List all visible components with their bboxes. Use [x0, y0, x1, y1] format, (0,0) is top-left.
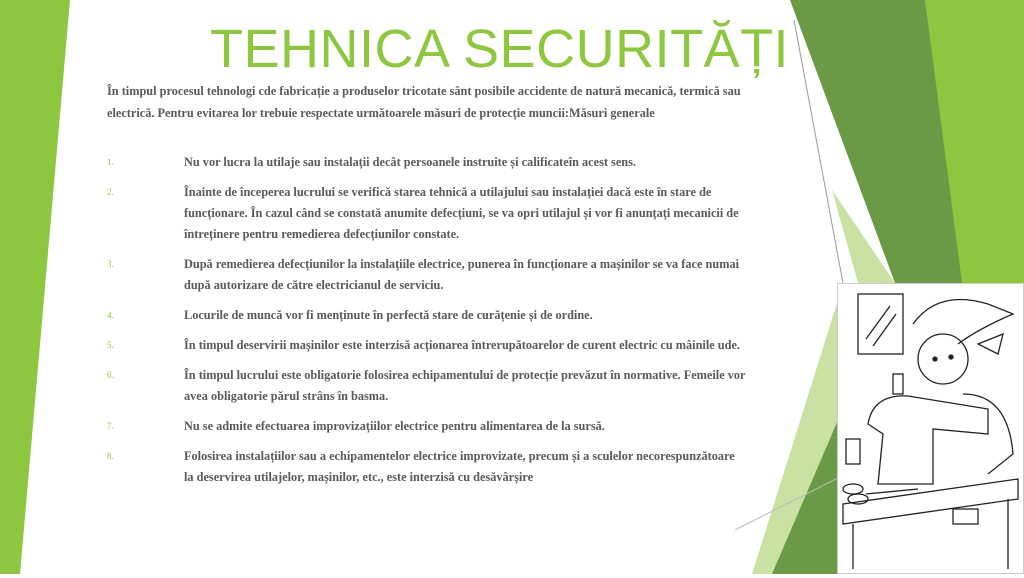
item-number: 4. — [107, 310, 114, 320]
item-text: Locurile de muncă vor fi menținute în perfectă stare de curățenie și de ordine. — [184, 308, 593, 322]
item-text: După remedierea defecțiunilor la instalațiile electrice, punerea în funcționare a mașinilor se va face numai după autorizare de către electricianul de serviciu. — [184, 257, 740, 292]
list-item — [107, 182, 747, 245]
item-text: Folosirea instalațiilor sau a echipamentelor electrice improvizate, precum și a sculelor necorespunzătoare la deservirea utilajelor, mașinilor, etc., este interzisă cu desăvârșire — [184, 449, 735, 484]
list-item — [107, 365, 747, 407]
item-number: 7. — [107, 421, 114, 431]
item-text: Nu vor lucra la utilaje sau instalații decât persoanele instruite și calificateîn acest sens. — [184, 155, 636, 169]
list-item — [107, 254, 747, 296]
safety-rules-list — [107, 152, 747, 497]
list-item — [107, 305, 747, 326]
item-number: 6. — [107, 370, 114, 380]
left-green-strip — [0, 0, 70, 574]
list-item — [107, 152, 747, 173]
item-number: 3. — [107, 259, 114, 269]
sewing-girl-illustration — [837, 283, 1024, 574]
list-item — [107, 335, 747, 356]
item-number: 2. — [107, 187, 114, 197]
list-item — [107, 446, 747, 488]
item-number: 1. — [107, 157, 114, 167]
item-text: Înainte de începerea lucrului se verifică starea tehnică a utilajului sau instalației dacă este în stare de funcționare. În cazul când se constată anumite defecțiuni, se va opri utilajul și vor fi anunțați mecanicii de întreținere pentru remedierea defecțiunilor constate. — [184, 185, 739, 241]
item-text: În timpul lucrului este obligatorie folosirea echipamentului de protecție prevăzut în normative. Femeile vor avea obligatorie părul strâns în basma. — [184, 368, 746, 403]
girl-sewing-machine-icon — [838, 284, 1023, 573]
intro-paragraph: În timpul procesul tehnologi cde fabricație a produselor tricotate sânt posibile accidente de natură mecanică, termică sau electrică. Pentru evitarea lor trebuie respectate următoarele măsuri de protecție muncii:Măsuri generale — [107, 84, 741, 120]
item-number: 8. — [107, 451, 114, 461]
item-text: În timpul deservirii mașinilor este interzisă acționarea întrerupătoarelor de curent electric cu mâinile ude. — [184, 338, 741, 352]
item-text: Nu se admite efectuarea improvizațiilor electrice pentru alimentarea de la sursă. — [184, 419, 605, 433]
item-number: 5. — [107, 340, 114, 350]
list-item — [107, 416, 747, 437]
slide-title: TEHNICA SECURITĂȚI — [210, 19, 790, 79]
